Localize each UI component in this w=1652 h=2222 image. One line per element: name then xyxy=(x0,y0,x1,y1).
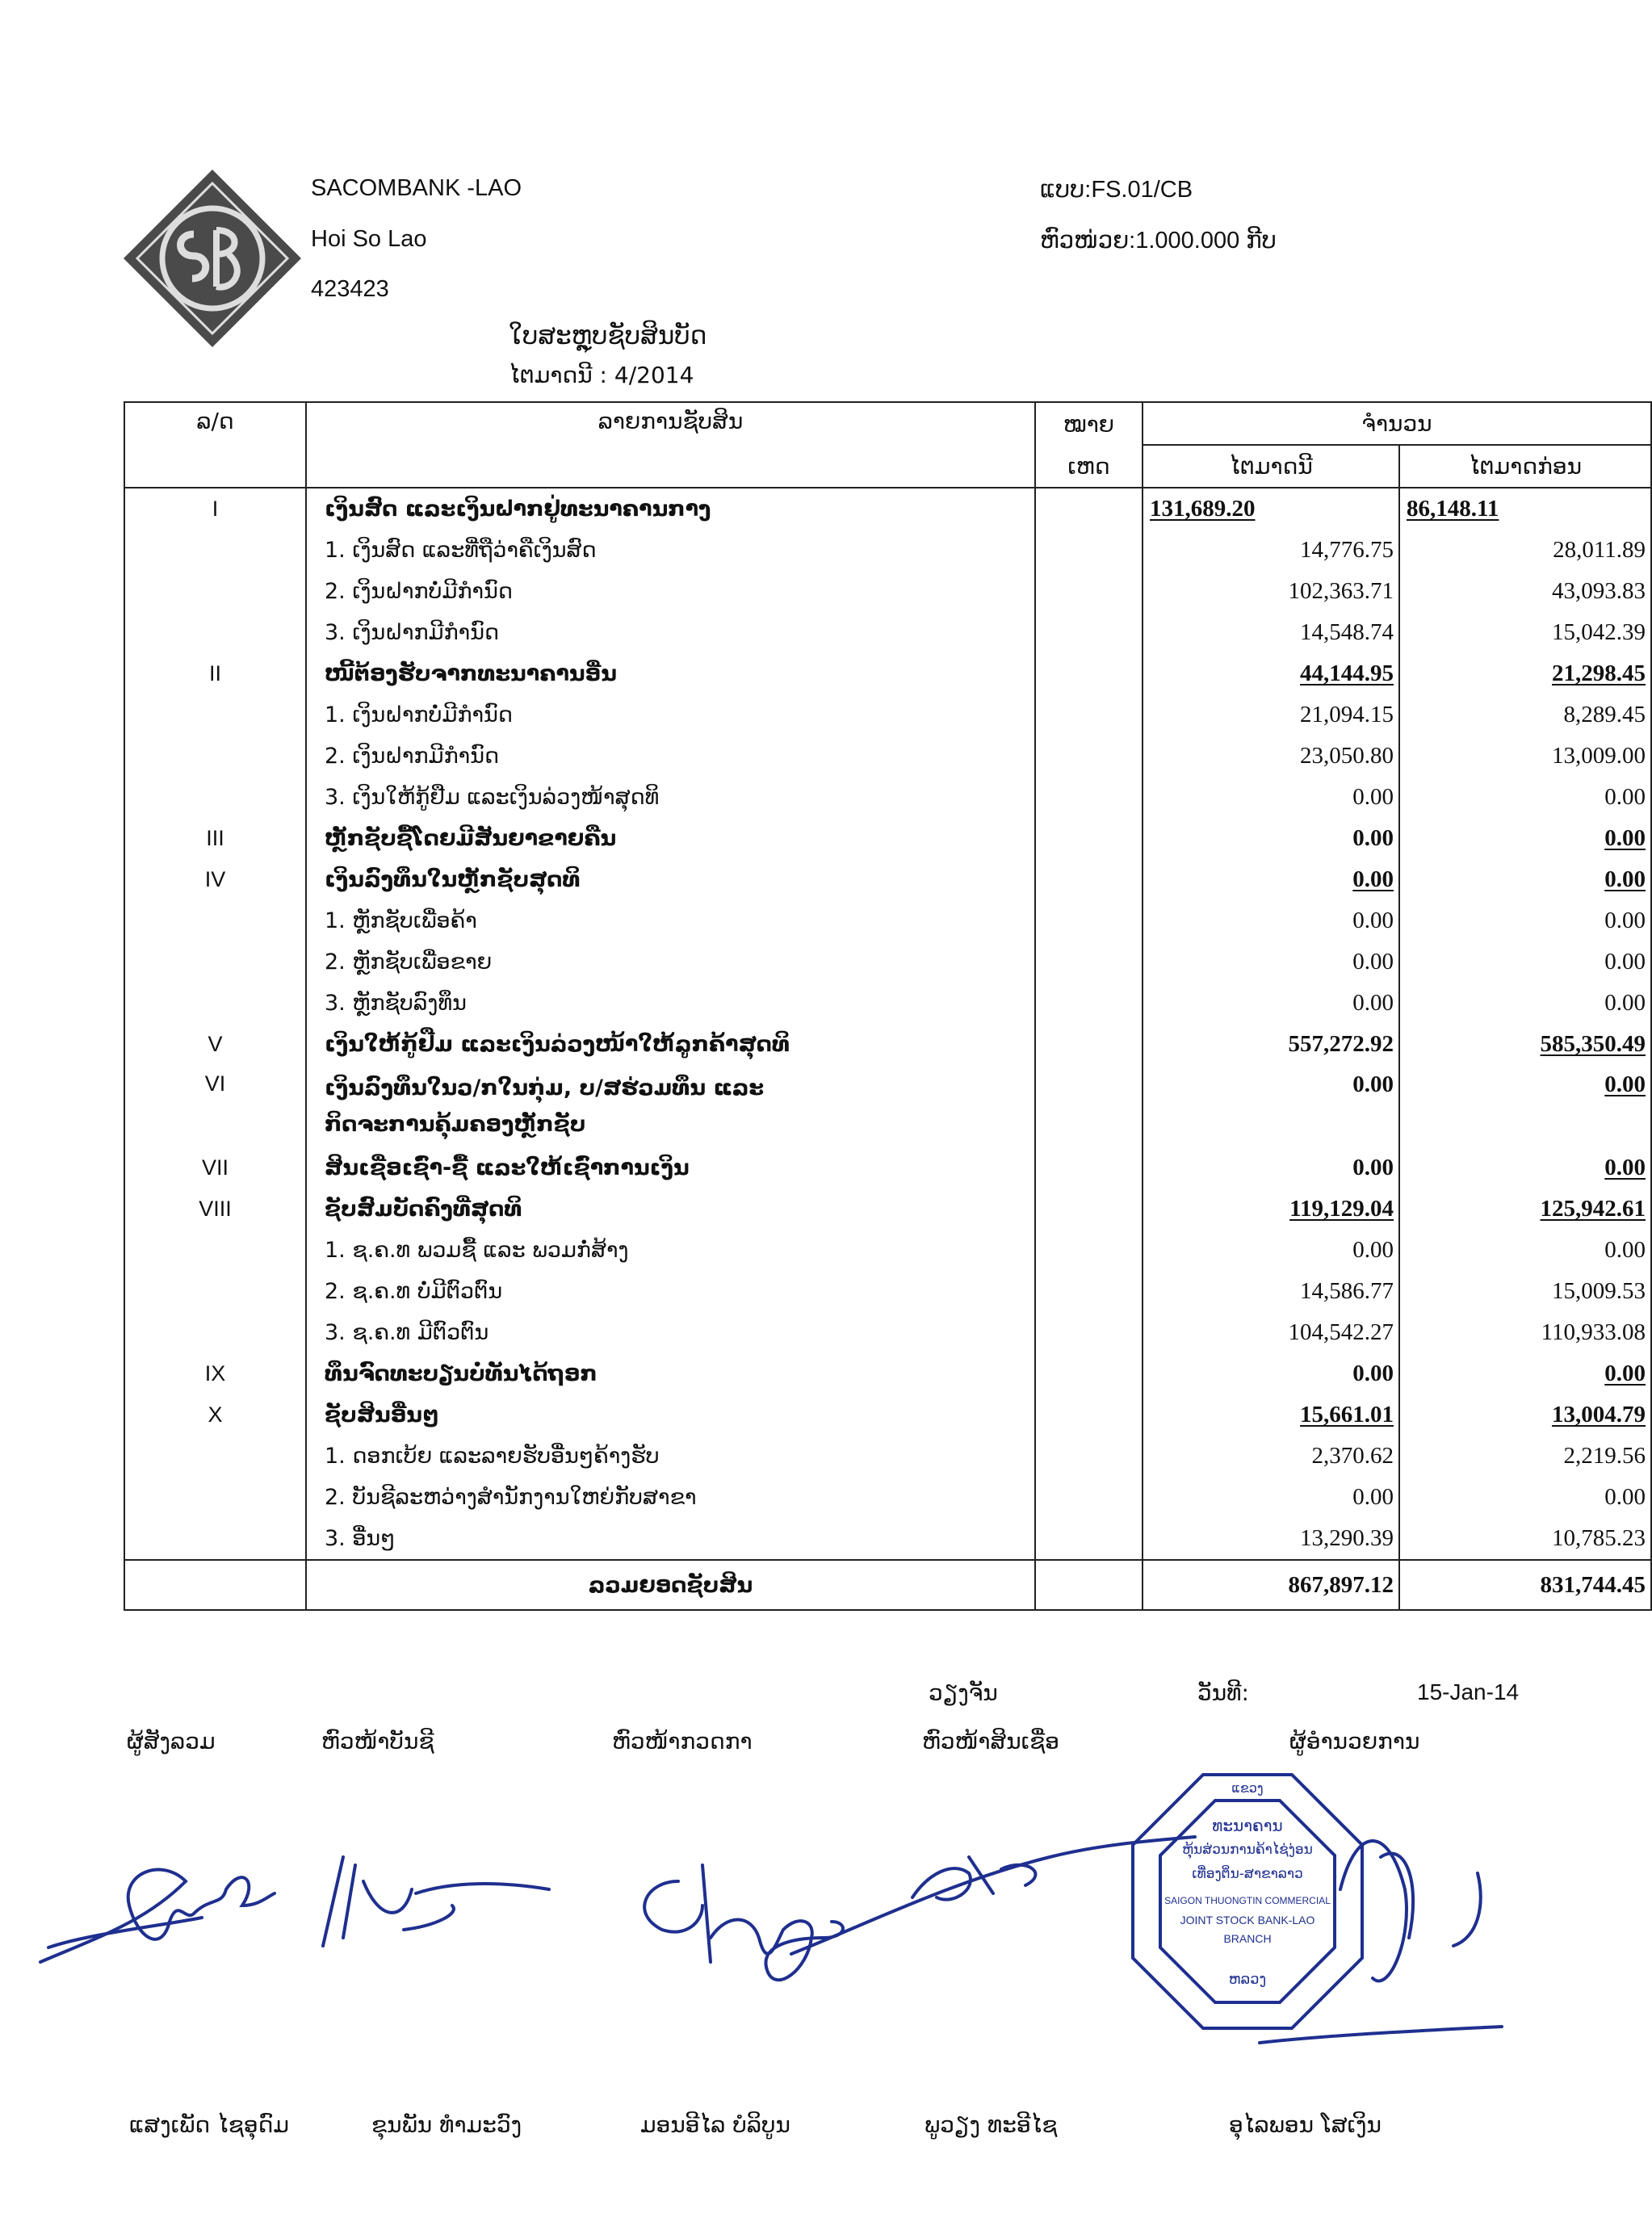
col-item-header: ລາຍການຊັບສິນ xyxy=(306,402,1035,488)
signer-name-4: ພູວຽງ ທະອີໄຊ xyxy=(925,2111,1058,2138)
row-number: X xyxy=(124,1394,306,1436)
previous-value: 10,785.23 xyxy=(1552,1525,1646,1551)
row-note xyxy=(1035,1065,1143,1147)
row-note xyxy=(1035,530,1143,571)
table-row xyxy=(124,983,1651,1024)
row-note xyxy=(1035,900,1143,941)
row-number: VI xyxy=(124,1065,306,1147)
current-value: 119,129.04 xyxy=(1289,1196,1394,1222)
col-amount-header: ຈຳນວນ xyxy=(1143,402,1651,445)
previous-value: 86,148.11 xyxy=(1407,496,1499,522)
signer-name-2: ຂຸນພັນ ທຳມະວົງ xyxy=(371,2111,522,2138)
previous-value: 13,004.79 xyxy=(1552,1402,1646,1428)
table-row xyxy=(124,571,1651,612)
row-current xyxy=(1143,694,1399,736)
row-current xyxy=(1143,1394,1399,1436)
row-label-text: ກິດຈະການຄຸ້ມຄອງຫຼັກຊັບ xyxy=(325,1112,586,1137)
row-current xyxy=(1143,1271,1399,1312)
row-number xyxy=(124,983,306,1024)
table-row xyxy=(124,694,1651,736)
row-number: II xyxy=(124,653,306,694)
seal-line: BRANCH xyxy=(1223,1932,1272,1945)
row-label-text: 1. ຫຼັກຊັບເພື່ອຄ້າ xyxy=(325,908,477,933)
row-previous xyxy=(1399,653,1651,694)
previous-value: 125,942.61 xyxy=(1540,1196,1646,1222)
row-previous xyxy=(1399,777,1651,818)
signer-name-5: ອຸໄລພອນ ໂສເງິນ xyxy=(1229,2111,1382,2138)
row-label xyxy=(306,694,1035,736)
row-label-text: ເງິນສົດ ແລະເງິນຝາກຢູ່ທະນາຄານກາງ xyxy=(325,497,711,522)
row-number: IX xyxy=(124,1353,306,1394)
row-note xyxy=(1035,1518,1143,1560)
table-row xyxy=(124,488,1651,530)
seal-line: ຫຸ້ນສ່ວນການຄ້າໄຊ່ງ່ອນ xyxy=(1182,1842,1313,1858)
row-label-text: 2. ບັນຊີລະຫວ່າງສຳນັກງານໃຫຍ່ກັບສາຂາ xyxy=(325,1485,697,1510)
bank-name: SACOMBANK -LAO xyxy=(311,175,522,201)
table-row xyxy=(124,900,1651,941)
row-current xyxy=(1143,1065,1399,1147)
row-number xyxy=(124,1230,306,1271)
row-note xyxy=(1035,653,1143,694)
row-number xyxy=(124,1436,306,1477)
current-value: 0.00 xyxy=(1352,908,1394,933)
col-previous-header: ໄຕມາດກ່ອນ xyxy=(1399,445,1651,488)
row-number xyxy=(124,1518,306,1560)
row-current xyxy=(1143,1024,1399,1065)
table-row xyxy=(124,1024,1651,1065)
previous-value: 0.00 xyxy=(1604,866,1646,892)
current-value: 0.00 xyxy=(1352,1360,1394,1386)
row-current xyxy=(1143,818,1399,859)
row-current xyxy=(1143,653,1399,694)
previous-value: 15,042.39 xyxy=(1552,619,1646,645)
row-note xyxy=(1035,1024,1143,1065)
current-value: 21,094.15 xyxy=(1300,702,1394,727)
current-value: 0.00 xyxy=(1352,1071,1394,1097)
col-current-header: ໄຕມາດນີ xyxy=(1143,445,1399,488)
row-current xyxy=(1143,571,1399,612)
row-note xyxy=(1035,736,1143,777)
row-label-text: 3. ຫຼັກຊັບລົງທຶນ xyxy=(325,991,467,1016)
row-previous xyxy=(1399,983,1651,1024)
row-previous xyxy=(1399,1477,1651,1518)
table-row xyxy=(124,1518,1651,1560)
previous-value: 8,289.45 xyxy=(1563,702,1646,727)
row-label xyxy=(306,1353,1035,1394)
current-value: 15,661.01 xyxy=(1300,1402,1394,1428)
row-note xyxy=(1035,1312,1143,1353)
date-label: ວັນທີ: xyxy=(1197,1679,1249,1706)
row-label xyxy=(306,1518,1035,1560)
current-value: 0.00 xyxy=(1352,990,1394,1016)
row-label-text: ຫຼັກຊັບຊື້ໂດຍມີສັນຍາຂາຍຄືນ xyxy=(325,826,617,851)
row-note xyxy=(1035,1271,1143,1312)
row-previous xyxy=(1399,1024,1651,1065)
row-current xyxy=(1143,1436,1399,1477)
previous-value: 0.00 xyxy=(1604,949,1646,975)
row-number xyxy=(124,777,306,818)
document-title: ໃບສະຫຼຸບຊັບສິນບັດ xyxy=(509,321,707,350)
table-row xyxy=(124,736,1651,777)
row-label xyxy=(306,1230,1035,1271)
previous-value: 28,011.89 xyxy=(1553,537,1646,563)
row-label xyxy=(306,1024,1035,1065)
current-value: 2,370.62 xyxy=(1311,1443,1394,1469)
row-label-text: ເງິນລົງທຶນໃນຫຼັກຊັບສຸດທິ xyxy=(325,867,581,892)
table-row xyxy=(124,1065,1651,1147)
row-label-text: ທຶນຈົດທະບຽນບໍ່ທັນໄດ້ຖອກ xyxy=(325,1361,597,1386)
row-previous xyxy=(1399,941,1651,983)
row-note xyxy=(1035,777,1143,818)
row-note xyxy=(1035,818,1143,859)
previous-value: 0.00 xyxy=(1604,1237,1646,1263)
previous-value: 0.00 xyxy=(1604,908,1646,933)
row-previous xyxy=(1399,736,1651,777)
branch-name: Hoi So Lao xyxy=(311,226,427,252)
row-label-text: ສິນເຊື່ອເຊົ່າ-ຊື້ ແລະໃຫ້ເຊົ່າການເງິນ xyxy=(325,1155,690,1180)
previous-value: 43,093.83 xyxy=(1552,578,1646,604)
current-value: 102,363.71 xyxy=(1288,578,1394,604)
current-value: 557,272.92 xyxy=(1288,1031,1394,1057)
previous-value: 0.00 xyxy=(1604,1155,1646,1180)
row-label xyxy=(306,653,1035,694)
table-row xyxy=(124,612,1651,653)
previous-value: 585,350.49 xyxy=(1540,1031,1646,1057)
previous-value: 21,298.45 xyxy=(1552,660,1646,686)
role-head-credit: ຫົວໜ້າສິນເຊື່ອ xyxy=(922,1728,1060,1755)
row-current xyxy=(1143,777,1399,818)
row-number: IV xyxy=(124,859,306,900)
row-number xyxy=(124,900,306,941)
row-current xyxy=(1143,1189,1399,1230)
row-note xyxy=(1035,1394,1143,1436)
row-number: VII xyxy=(124,1147,306,1189)
row-previous xyxy=(1399,612,1651,653)
row-current xyxy=(1143,1518,1399,1560)
row-note xyxy=(1035,1436,1143,1477)
seal-line: ເທື່ອງຕິ່ນ-ສາຂາລາວ xyxy=(1192,1866,1303,1882)
row-number: V xyxy=(124,1024,306,1065)
previous-value: 13,009.00 xyxy=(1552,743,1646,769)
row-number xyxy=(124,612,306,653)
row-label xyxy=(306,1147,1035,1189)
row-previous xyxy=(1399,818,1651,859)
row-current xyxy=(1143,1312,1399,1353)
row-label xyxy=(306,818,1035,859)
row-label xyxy=(306,1436,1035,1477)
table-row xyxy=(124,941,1651,983)
row-note xyxy=(1035,1147,1143,1189)
row-note xyxy=(1035,612,1143,653)
current-value: 131,689.20 xyxy=(1150,496,1256,522)
row-label xyxy=(306,900,1035,941)
col-no-header: ລ/ດ xyxy=(124,402,306,488)
row-number xyxy=(124,1312,306,1353)
signer-name-3: ມອນອີໄລ ບໍລິບູນ xyxy=(640,2111,790,2138)
current-value: 0.00 xyxy=(1352,1237,1394,1263)
row-note xyxy=(1035,1230,1143,1271)
col-note-header-bottom: ເຫດ xyxy=(1035,445,1143,488)
current-value: 0.00 xyxy=(1352,1484,1394,1510)
row-previous xyxy=(1399,1518,1651,1560)
total-current: 867,897.12 xyxy=(1143,1560,1399,1610)
previous-value: 0.00 xyxy=(1604,1484,1646,1510)
seal-line: ຫລວງ xyxy=(1228,1971,1267,1988)
previous-value: 110,933.08 xyxy=(1541,1319,1646,1345)
row-label xyxy=(306,983,1035,1024)
row-label xyxy=(306,488,1035,530)
row-previous xyxy=(1399,1312,1651,1353)
row-label-text: 2. ເງິນຝາກມີກຳນົດ xyxy=(325,744,500,769)
row-current xyxy=(1143,859,1399,900)
row-label xyxy=(306,1477,1035,1518)
row-current xyxy=(1143,612,1399,653)
current-value: 0.00 xyxy=(1352,1155,1394,1180)
seal-line: ແຂວງ xyxy=(1231,1780,1264,1796)
row-label-text: ໜີ້ຕ້ອງຮັບຈາກທະນາຄານອື່ນ xyxy=(325,661,617,686)
row-previous xyxy=(1399,1436,1651,1477)
row-number: III xyxy=(124,818,306,859)
row-label xyxy=(306,1065,1035,1147)
row-number xyxy=(124,694,306,736)
row-previous xyxy=(1399,530,1651,571)
row-note xyxy=(1035,983,1143,1024)
row-label xyxy=(306,530,1035,571)
current-value: 0.00 xyxy=(1352,949,1394,975)
col-note-header-top: ໝາຍ xyxy=(1035,402,1143,445)
total-label: ລວມຍອດຊັບສິນ xyxy=(306,1560,1035,1610)
sacombank-logo xyxy=(119,166,305,351)
seal-line: JOINT STOCK BANK-LAO xyxy=(1180,1914,1315,1926)
table-row xyxy=(124,1189,1651,1230)
row-label-text: ຊັບສົມບັດຄົງທີ່ສຸດທິ xyxy=(325,1197,522,1222)
total-previous: 831,744.45 xyxy=(1399,1560,1651,1610)
row-label-text: 3. ຊ.ຄ.ທ ມີຕົວຕົນ xyxy=(325,1320,489,1345)
row-label xyxy=(306,612,1035,653)
table-row xyxy=(124,1436,1651,1477)
bank-code: 423423 xyxy=(311,276,389,302)
row-previous xyxy=(1399,571,1651,612)
row-current xyxy=(1143,530,1399,571)
row-previous xyxy=(1399,1065,1651,1147)
row-number xyxy=(124,941,306,983)
row-label-text: ເງິນໃຫ້ກູ້ຢືມ ແລະເງິນລ່ວງໜ້າໃຫ້ລູກຄ້າສຸດທິ xyxy=(325,1032,790,1057)
row-label xyxy=(306,571,1035,612)
seal-text xyxy=(1126,1768,1369,2035)
current-value: 14,548.74 xyxy=(1300,619,1394,645)
row-number xyxy=(124,571,306,612)
table-row xyxy=(124,1147,1651,1189)
signer-name-1: ແສງເພັດ ໄຊອຸດົມ xyxy=(129,2111,289,2138)
table-row xyxy=(124,859,1651,900)
row-label-text: 3. ເງິນໃຫ້ກູ້ຢືມ ແລະເງິນລ່ວງໜ້າສຸດທິ xyxy=(325,785,660,810)
row-label xyxy=(306,1271,1035,1312)
table-row xyxy=(124,1394,1651,1436)
row-number xyxy=(124,736,306,777)
row-previous xyxy=(1399,1189,1651,1230)
role-compiler: ຜູ້ສັງລວມ xyxy=(127,1728,216,1755)
row-note xyxy=(1035,1353,1143,1394)
current-value: 14,776.75 xyxy=(1300,537,1394,563)
current-value: 44,144.95 xyxy=(1300,660,1394,686)
row-label xyxy=(306,736,1035,777)
row-current xyxy=(1143,1230,1399,1271)
row-note xyxy=(1035,488,1143,530)
role-director: ຜູ້ອຳນວຍການ xyxy=(1289,1728,1420,1755)
date-value: 15-Jan-14 xyxy=(1417,1679,1520,1704)
row-previous xyxy=(1399,1394,1651,1436)
row-number xyxy=(124,1271,306,1312)
table-row xyxy=(124,1271,1651,1312)
row-current xyxy=(1143,736,1399,777)
row-label xyxy=(306,1312,1035,1353)
previous-value: 0.00 xyxy=(1604,990,1646,1016)
table-row xyxy=(124,1312,1651,1353)
table-row xyxy=(124,1477,1651,1518)
row-previous xyxy=(1399,1147,1651,1189)
current-value: 23,050.80 xyxy=(1300,743,1394,769)
row-label xyxy=(306,777,1035,818)
previous-value: 0.00 xyxy=(1604,1360,1646,1386)
row-previous xyxy=(1399,1271,1651,1312)
row-label-text: ຊັບສິນອື່ນໆ xyxy=(325,1402,439,1428)
role-head-audit: ຫົວໜ້າກວດກາ xyxy=(612,1728,753,1755)
row-label-text: 1. ດອກເບ້ຍ ແລະລາຍຮັບອື່ນໆຄ້າງຮັບ xyxy=(325,1444,660,1469)
previous-value: 0.00 xyxy=(1604,1071,1646,1097)
row-note xyxy=(1035,694,1143,736)
row-note xyxy=(1035,859,1143,900)
seal-line: SAIGON THUONGTIN COMMERCIAL xyxy=(1164,1895,1331,1906)
table-row xyxy=(124,818,1651,859)
row-label-text: 2. ຊ.ຄ.ທ ບໍ່ມີຕົວຕົນ xyxy=(325,1279,503,1304)
row-current xyxy=(1143,941,1399,983)
table-row xyxy=(124,1230,1651,1271)
unit-label: ຫົວໜ່ວຍ:1.000.000 ກີບ xyxy=(1040,228,1277,254)
table-row xyxy=(124,1353,1651,1394)
role-chief-accountant: ຫົວໜ້າບັນຊີ xyxy=(321,1728,434,1755)
row-previous xyxy=(1399,488,1651,530)
current-value: 0.00 xyxy=(1352,825,1394,851)
row-note xyxy=(1035,1189,1143,1230)
row-number: VIII xyxy=(124,1189,306,1230)
current-value: 0.00 xyxy=(1352,866,1394,892)
row-previous xyxy=(1399,1230,1651,1271)
table-row xyxy=(124,777,1651,818)
current-value: 104,542.27 xyxy=(1288,1319,1394,1345)
row-number xyxy=(124,530,306,571)
previous-value: 15,009.53 xyxy=(1552,1278,1646,1304)
row-note xyxy=(1035,1477,1143,1518)
previous-value: 0.00 xyxy=(1604,825,1646,851)
row-label-text: 2. ຫຼັກຊັບເພື່ອຂາຍ xyxy=(325,950,493,975)
row-number xyxy=(124,1477,306,1518)
row-current xyxy=(1143,1353,1399,1394)
period-label: ໄຕມາດນີ : 4/2014 xyxy=(509,362,694,388)
row-note xyxy=(1035,571,1143,612)
row-current xyxy=(1143,1147,1399,1189)
row-current xyxy=(1143,488,1399,530)
row-label xyxy=(306,1394,1035,1436)
current-value: 13,290.39 xyxy=(1300,1525,1394,1551)
row-label-text: 1. ເງິນຝາກບໍ່ມີກຳນົດ xyxy=(325,702,513,727)
seal-line: ທະນາຄານ xyxy=(1212,1816,1283,1835)
row-label xyxy=(306,1189,1035,1230)
row-previous xyxy=(1399,1353,1651,1394)
current-value: 14,586.77 xyxy=(1300,1278,1394,1304)
row-note xyxy=(1035,941,1143,983)
row-current xyxy=(1143,900,1399,941)
row-previous xyxy=(1399,900,1651,941)
row-label xyxy=(306,859,1035,900)
row-label-text: 1. ຊ.ຄ.ທ ພວມຊື້ ແລະ ພວມກໍ່ສ້າງ xyxy=(325,1238,629,1263)
place-label: ວຽງຈັນ xyxy=(929,1679,998,1706)
row-previous xyxy=(1399,694,1651,736)
total-row xyxy=(124,1560,1651,1610)
row-previous xyxy=(1399,859,1651,900)
table-row xyxy=(124,653,1651,694)
row-current xyxy=(1143,1477,1399,1518)
balance-sheet-table xyxy=(124,401,1652,1611)
current-value: 0.00 xyxy=(1352,784,1394,810)
row-label-text: 1. ເງິນສົດ ແລະທີ່ຖືວ່າຄືເງິນສົດ xyxy=(325,538,597,563)
row-label xyxy=(306,941,1035,983)
previous-value: 2,219.56 xyxy=(1563,1443,1646,1469)
row-label-text: ເງິນລົງທຶນໃນວ/ກໃນກຸ່ມ, ບ/ສຮ່ວມທຶນ ແລະ xyxy=(325,1075,765,1101)
form-code: ແບບ:FS.01/CB xyxy=(1040,177,1193,203)
row-label-text: 3. ອື່ນໆ xyxy=(325,1526,396,1551)
row-label-text: 2. ເງິນຝາກບໍ່ມີກຳນົດ xyxy=(325,579,513,604)
row-current xyxy=(1143,983,1399,1024)
table-row xyxy=(124,530,1651,571)
previous-value: 0.00 xyxy=(1604,784,1646,810)
row-number: I xyxy=(124,488,306,530)
row-label-text: 3. ເງິນຝາກມີກຳນົດ xyxy=(325,620,500,645)
